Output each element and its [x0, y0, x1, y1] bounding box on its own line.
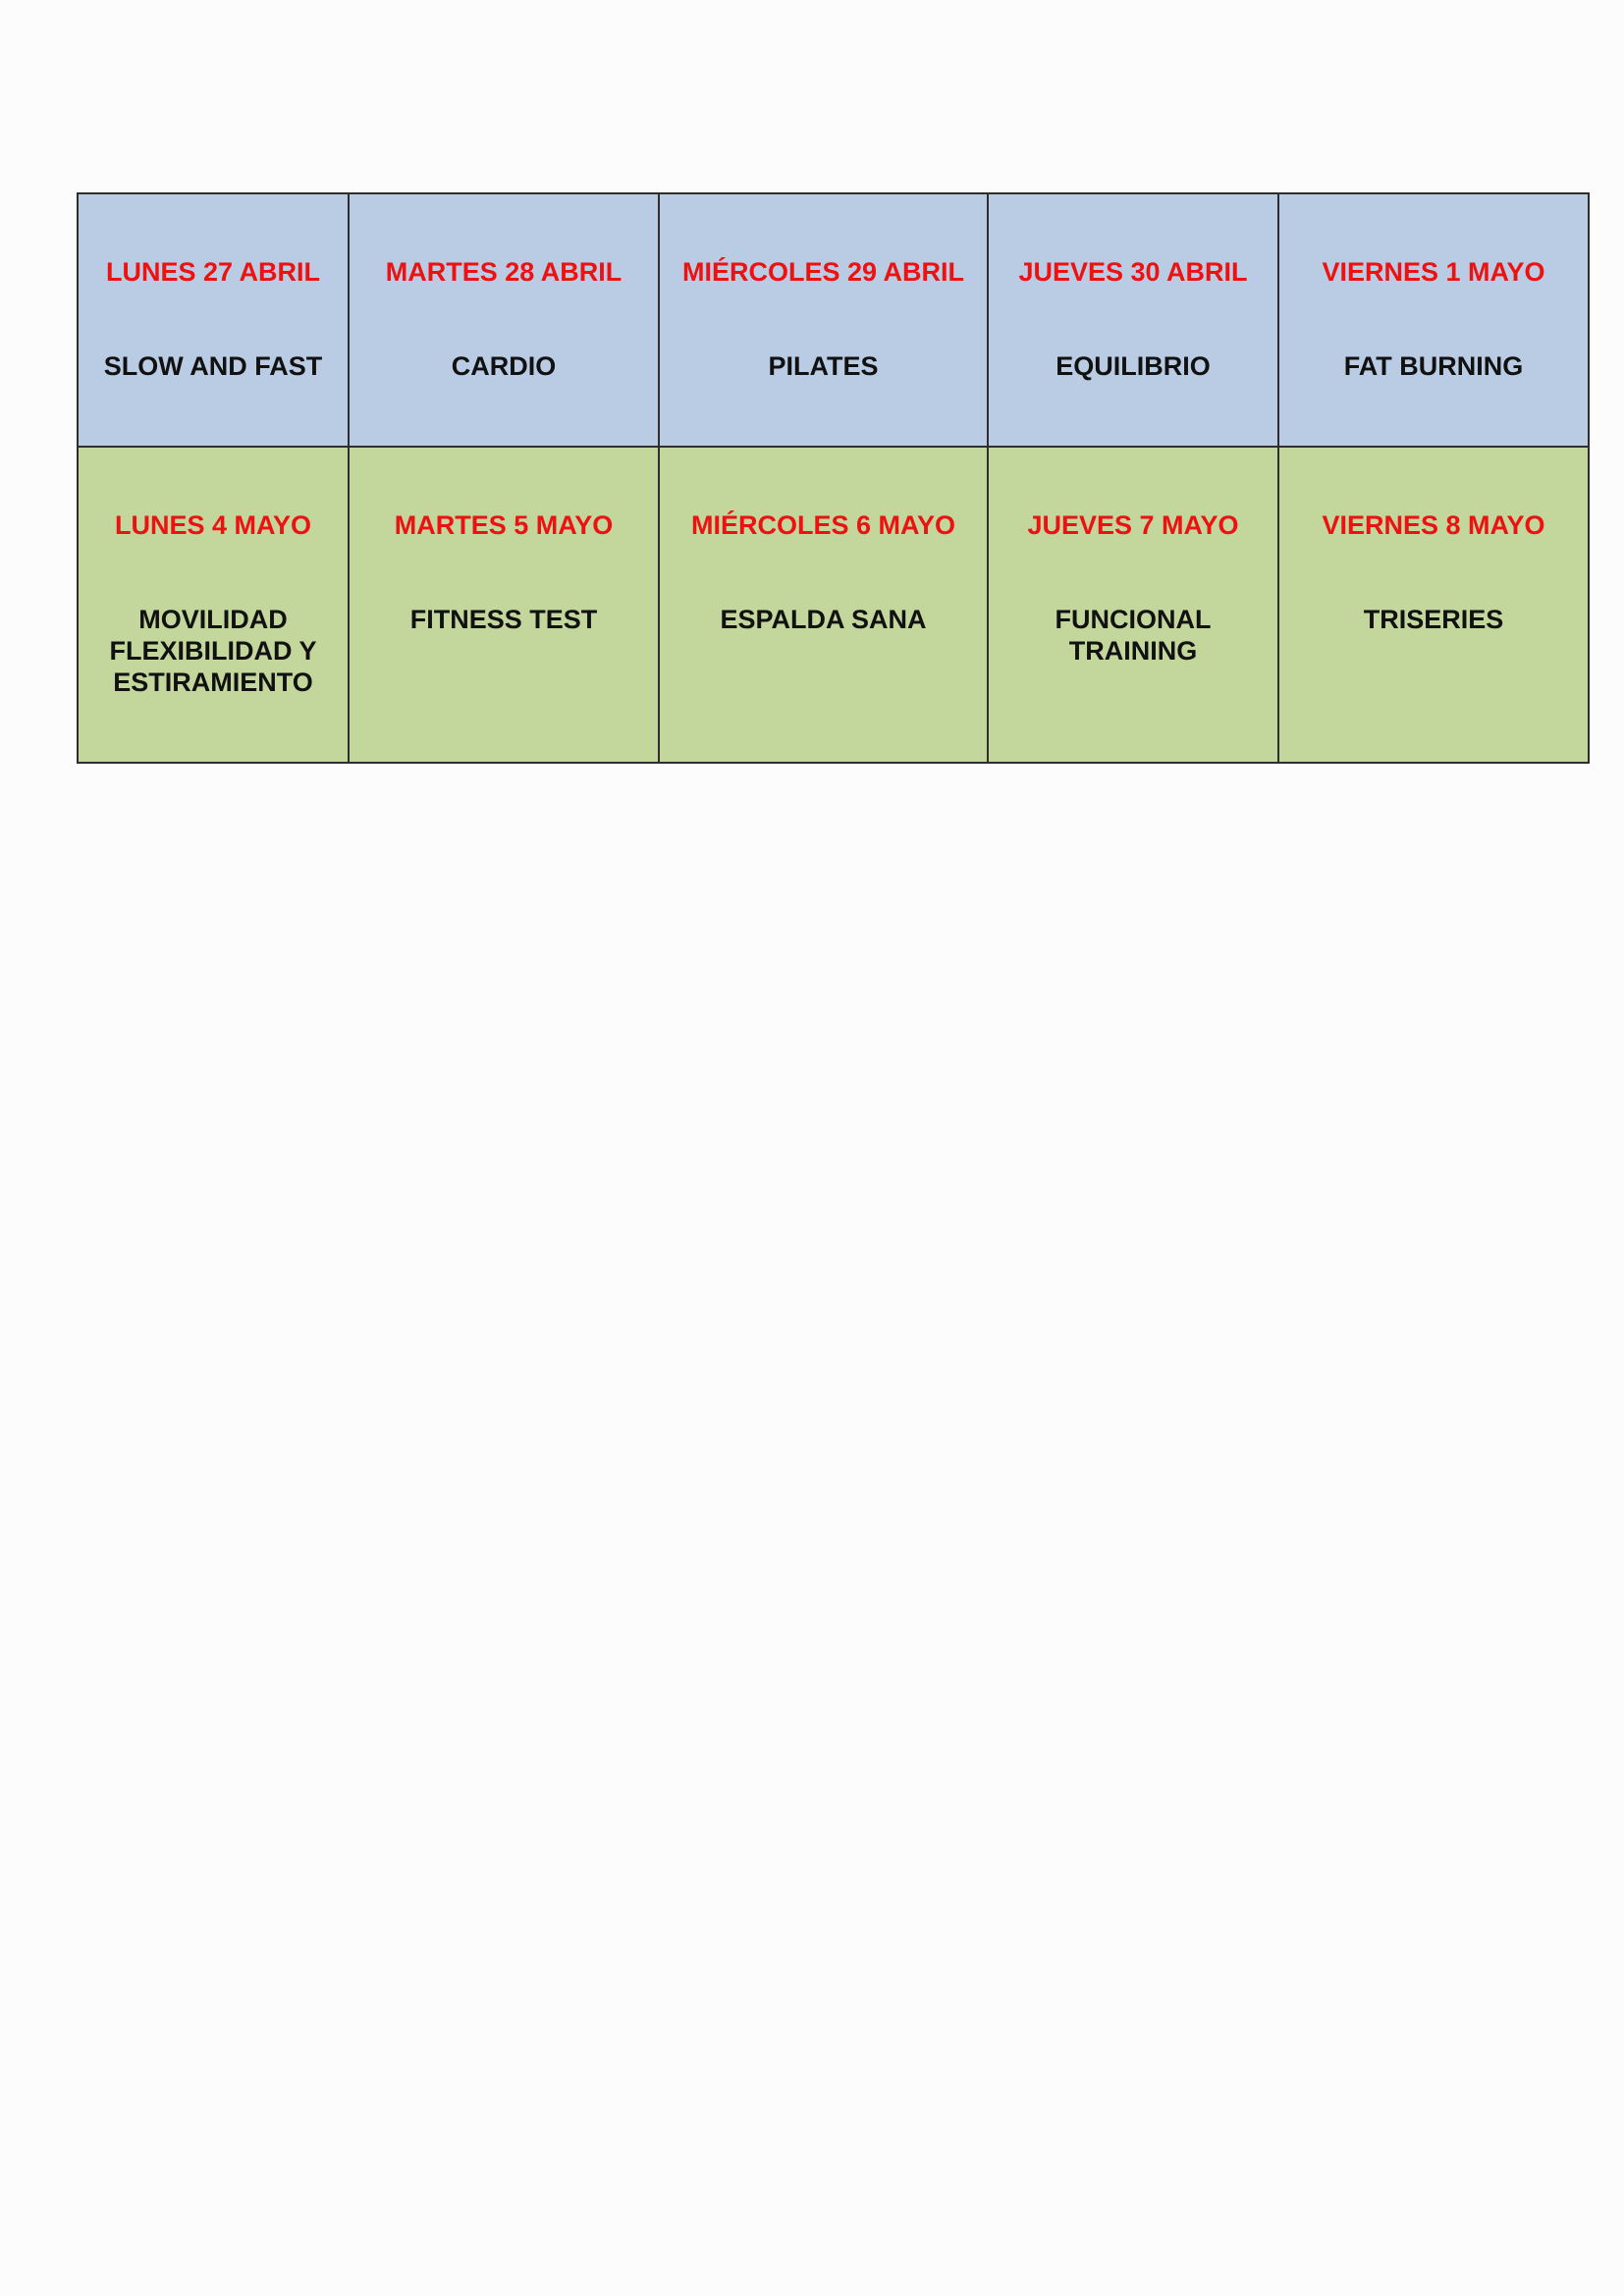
week-row-2 [78, 447, 1589, 763]
day-date: LUNES 4 MAYO [114, 510, 312, 540]
day-cell-wednesday [659, 193, 988, 447]
day-date: MIÉRCOLES 29 ABRIL [681, 257, 965, 287]
day-date: VIERNES 1 MAYO [1322, 257, 1545, 287]
day-date: JUEVES 7 MAYO [1027, 510, 1239, 540]
day-date: MARTES 5 MAYO [394, 510, 614, 540]
day-date: MIÉRCOLES 6 MAYO [690, 510, 956, 540]
day-activity: FAT BURNING [1343, 351, 1524, 381]
day-cell-monday [78, 447, 349, 763]
schedule-table [77, 192, 1590, 764]
day-cell-monday [78, 193, 349, 447]
day-cell-thursday [988, 447, 1278, 763]
day-cell-friday [1278, 447, 1589, 763]
day-cell-tuesday [349, 193, 659, 447]
day-activity: EQUILIBRIO [1056, 351, 1211, 381]
day-cell-friday [1278, 193, 1589, 447]
week-row-1 [78, 193, 1589, 447]
day-activity: MOVILIDAD FLEXIBILIDAD Y ESTIRAMIENTO [109, 605, 317, 697]
day-cell-wednesday [659, 447, 988, 763]
day-activity: SLOW AND FAST [103, 351, 323, 381]
day-activity: FITNESS TEST [409, 605, 598, 634]
day-activity: FUNCIONAL TRAINING [1055, 605, 1212, 666]
day-cell-tuesday [349, 447, 659, 763]
day-date: LUNES 27 ABRIL [105, 257, 321, 287]
day-activity: CARDIO [451, 351, 557, 381]
day-activity: ESPALDA SANA [720, 605, 927, 634]
day-cell-thursday [988, 193, 1278, 447]
day-date: JUEVES 30 ABRIL [1018, 257, 1248, 287]
day-date: VIERNES 8 MAYO [1322, 510, 1545, 540]
day-date: MARTES 28 ABRIL [385, 257, 623, 287]
day-activity: PILATES [768, 351, 879, 381]
day-activity: TRISERIES [1363, 605, 1504, 634]
